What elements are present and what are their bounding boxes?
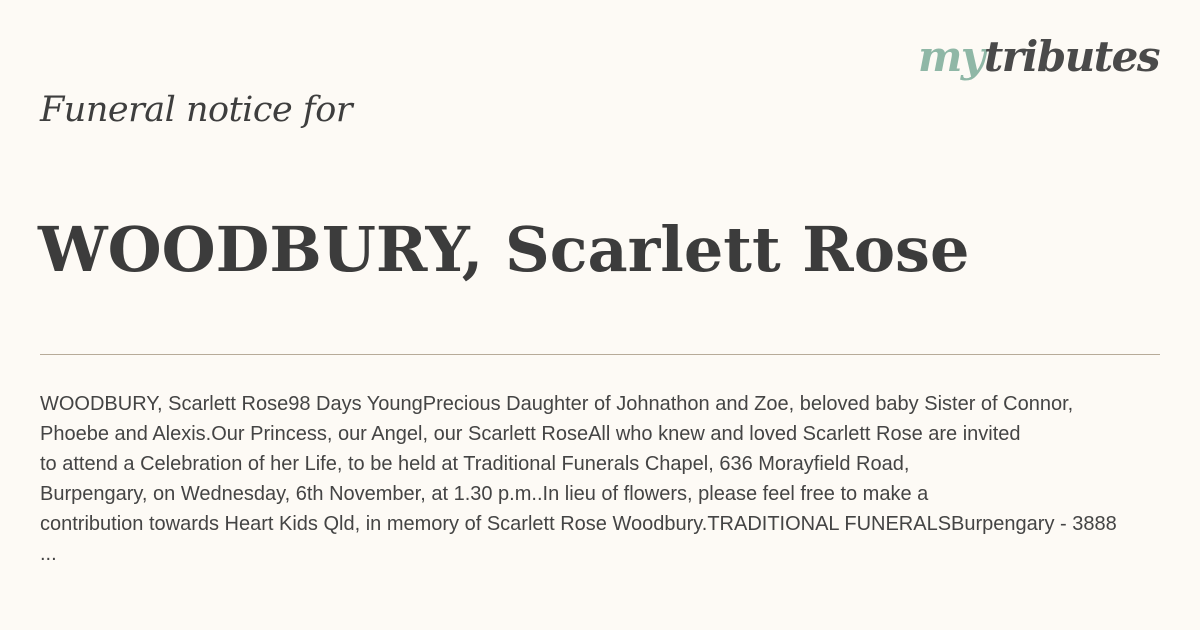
logo-my: my [917,32,984,81]
logo-tributes: tributes [983,32,1159,81]
notice-excerpt [40,389,1200,569]
excerpt-line: contribution towards Heart Kids Qld, in memory of Scarlett Rose Woodbury.TRADITIONAL FUNERALSBurpengary - 3888 [40,513,1117,535]
excerpt-line: Phoebe and Alexis.Our Princess, our Angel, our Scarlett RoseAll who knew and loved Scarlett Rose are invited [40,423,1021,445]
excerpt-line: to attend a Celebration of her Life, to be held at Traditional Funerals Chapel, 636 Morayfield Road, [40,453,910,475]
excerpt-line: Burpengary, on Wednesday, 6th November, at 1.30 p.m..In lieu of flowers, please feel free to make a [40,483,929,505]
mytributes-logo[interactable] [917,32,1159,81]
excerpt-line: WOODBURY, Scarlett Rose98 Days YoungPrecious Daughter of Johnathon and Zoe, beloved baby Sister of Connor, [40,393,1074,415]
notice-kicker: Funeral notice for [40,90,353,130]
deceased-name: WOODBURY, Scarlett Rose [38,213,970,286]
divider [40,354,1160,355]
excerpt-ellipsis: ... [40,543,57,565]
